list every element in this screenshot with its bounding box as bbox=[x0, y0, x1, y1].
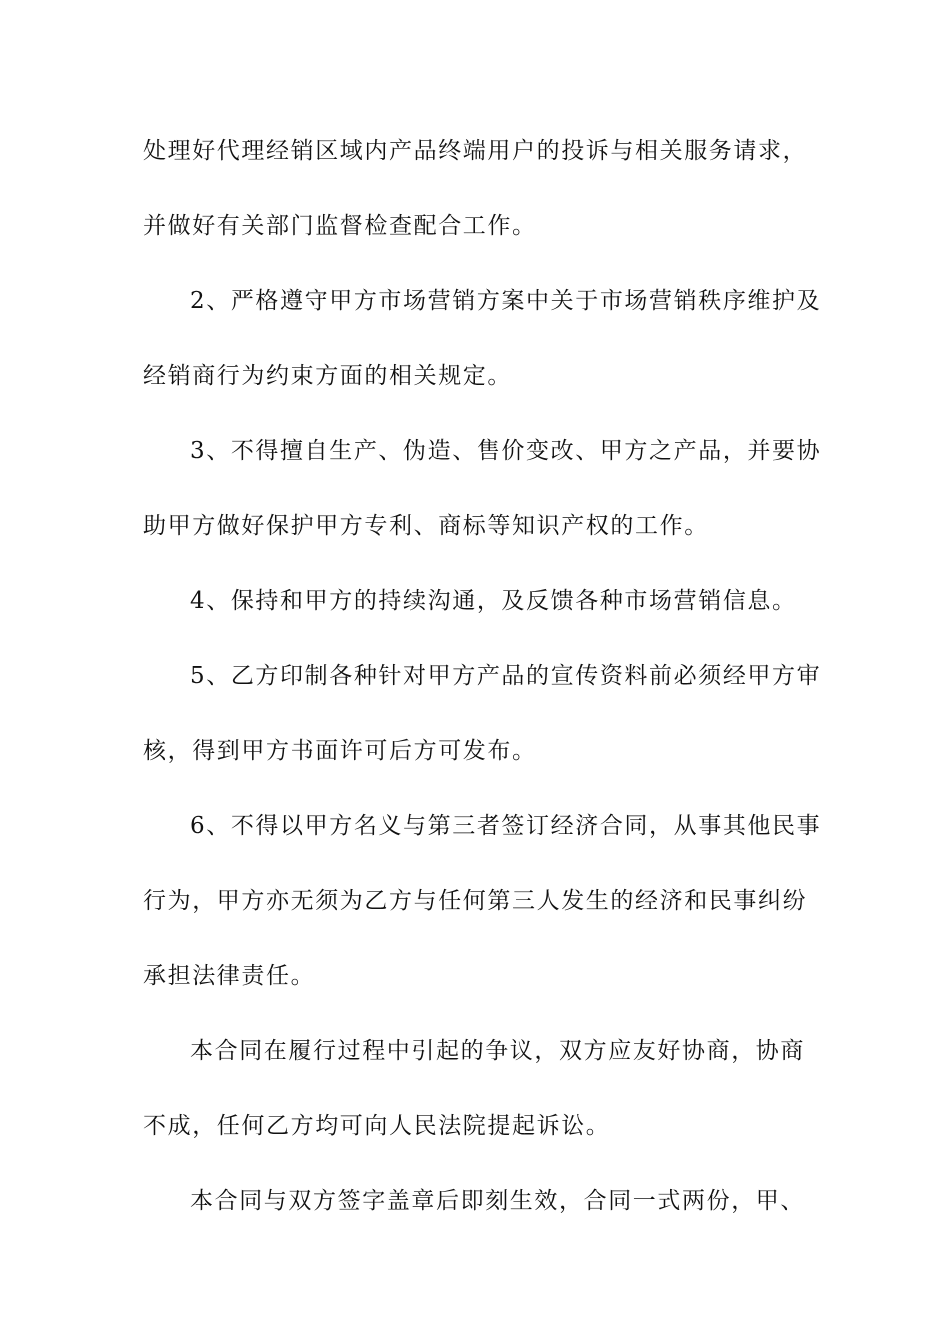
text-line: 行为，甲方亦无须为乙方与任何第三人发生的经济和民事纠纷 bbox=[143, 888, 808, 914]
paragraph-first-line: 6、不得以甲方名义与第三者签订经济合同，从事其他民事 bbox=[190, 813, 822, 839]
text-line: 处理好代理经销区域内产品终端用户的投诉与相关服务请求， bbox=[143, 138, 808, 164]
text-line: 核，得到甲方书面许可后方可发布。 bbox=[143, 738, 537, 764]
paragraph-first-line: 本合同与双方签字盖章后即刻生效，合同一式两份，甲、 bbox=[190, 1188, 805, 1214]
text-line: 不成，任何乙方均可向人民法院提起诉讼。 bbox=[143, 1113, 611, 1139]
text-line: 并做好有关部门监督检查配合工作。 bbox=[143, 213, 537, 239]
paragraph-first-line: 2、严格遵守甲方市场营销方案中关于市场营销秩序维护及 bbox=[190, 288, 822, 314]
text-line: 助甲方做好保护甲方专利、商标等知识产权的工作。 bbox=[143, 513, 709, 539]
paragraph-first-line: 本合同在履行过程中引起的争议，双方应友好协商，协商 bbox=[190, 1038, 805, 1064]
paragraph-first-line: 3、不得擅自生产、伪造、售价变改、甲方之产品，并要协 bbox=[190, 438, 822, 464]
text-line: 经销商行为约束方面的相关规定。 bbox=[143, 363, 512, 389]
paragraph-first-line: 5、乙方印制各种针对甲方产品的宣传资料前必须经甲方审 bbox=[190, 663, 822, 689]
text-line: 承担法律责任。 bbox=[143, 963, 316, 989]
paragraph-first-line: 4、保持和甲方的持续沟通，及反馈各种市场营销信息。 bbox=[190, 588, 797, 614]
